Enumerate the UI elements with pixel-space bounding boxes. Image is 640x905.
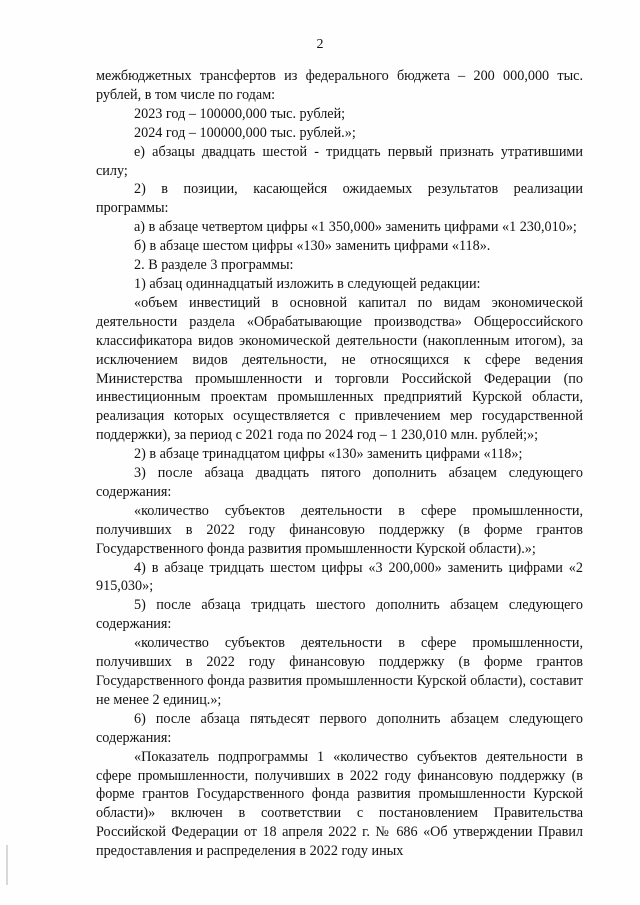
paragraph-item-1: 1) абзац одиннадцатый изложить в следующей редакции:: [134, 275, 481, 292]
paragraph-section-3: 2. В разделе 3 программы:: [134, 257, 294, 274]
paragraph-item-a: а) в абзаце четвертом цифры «1 350,000» заменить цифрами «1 230,010»;: [134, 219, 577, 236]
paragraph-quote-subjects-1: «количество субъектов деятельности в сфере промышленности, получивших в 2022 году финансовую поддержку (в форме грантов Государственного фонда развития промышленности Курской области).»;: [96, 502, 583, 557]
paragraph-quote-investment: «объем инвестиций в основной капитал по видам экономической деятельности раздела «Обрабатывающие производства» Общероссийского классификатора видов экономической деятельности (накопленным итогом), за исключением видов деятельности, не относящихся к сфере ведения Министерства промышленности и торговли Российской Федерации (по инвестиционным проектам промышленных предприятий Курской области, реализация которых осуществляется с привлечением мер государственной поддержки), за период с 2021 года по 2024 год – 1 230,010 млн. рублей;»;: [96, 294, 583, 444]
paragraph-item-e: е) абзацы двадцать шестой - тридцать первый признать утратившими силу;: [96, 143, 583, 179]
paragraph-item-b: б) в абзаце шестом цифры «130» заменить цифрами «118».: [134, 238, 491, 255]
paragraph-year-2023: 2023 год – 100000,000 тыс. рублей;: [134, 105, 346, 122]
paragraph-continuation: межбюджетных трансфертов из федерального бюджета – 200 000,000 тыс. рублей, в том числе по годам:: [96, 68, 583, 103]
paragraph-quote-subjects-2: «количество субъектов деятельности в сфере промышленности, получивших в 2022 году финансовую поддержку (в форме грантов Государственного фонда развития промышленности Курской области), составит не менее 2 единиц.»;: [96, 635, 583, 708]
scan-edge-mark: [6, 845, 8, 885]
paragraph-item-5: 5) после абзаца тридцать шестого дополнить абзацем следующего содержания:: [96, 597, 583, 633]
paragraph-year-2024: 2024 год – 100000,000 тыс. рублей.»;: [134, 124, 356, 141]
paragraph-item-2-thirteenth: 2) в абзаце тринадцатом цифры «130» заменить цифрами «118»;: [134, 446, 523, 463]
paragraph-item-3: 3) после абзаца двадцать пятого дополнить абзацем следующего содержания:: [96, 465, 583, 500]
paragraph-item-4: 4) в абзаце тридцать шестом цифры «3 200,000» заменить цифрами «2 915,030»;: [96, 559, 583, 595]
paragraph-item-2-results: 2) в позиции, касающейся ожидаемых результатов реализации программы:: [96, 181, 583, 217]
page-number: 2: [316, 37, 324, 52]
document-body: [96, 67, 583, 861]
paragraph-item-6: 6) после абзаца пятьдесят первого дополнить абзацем следующего содержания:: [96, 710, 583, 746]
paragraph-quote-indicator: «Показатель подпрограммы 1 «количество субъектов деятельности в сфере промышленности, получивших в 2022 году финансовую поддержку (в форме грантов Государственного фонда развития промышленности Курской области)» включен в соответствии с постановлением Правительства Российской Федерации от 18 апреля 2022 г. № 686 «Об утверждении Правил предоставления и распределения в 2022 году иных: [96, 748, 583, 860]
